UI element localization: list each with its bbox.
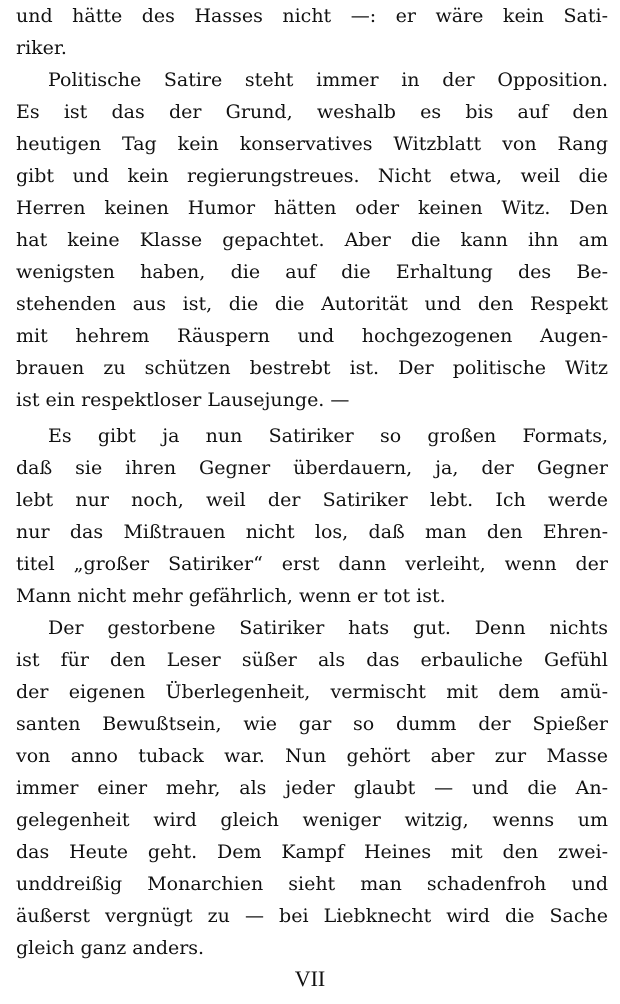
text-line: äußerst vergnügt zu — bei Liebknecht wird die Sache: [16, 905, 608, 927]
text-line: lebt nur noch, weil der Satiriker lebt. Ich werde: [16, 489, 608, 511]
paragraph-start-line: Der gestorbene Satiriker hats gut. Denn nichts: [48, 617, 608, 639]
text-line: das Heute geht. Dem Kampf Heines mit den zwei-: [16, 841, 608, 863]
text-line: nur das Mißtrauen nicht los, daß man den Ehren-: [16, 521, 608, 543]
text-line: heutigen Tag kein konservatives Witzblatt von Rang: [16, 133, 608, 155]
page-number: VII: [294, 966, 326, 991]
text-line: gibt und kein regierungstreues. Nicht etwa, weil die: [16, 165, 608, 187]
text-line: der eigenen Überlegenheit, vermischt mit dem amü-: [16, 681, 608, 703]
text-line: Es ist das der Grund, weshalb es bis auf den: [16, 101, 608, 123]
text-line: gleich ganz anders.: [16, 937, 205, 959]
text-line: brauen zu schützen bestrebt ist. Der politische Witz: [16, 357, 608, 379]
paragraph-start-line: Politische Satire steht immer in der Opposition.: [48, 69, 608, 91]
text-line: gelegenheit wird gleich weniger witzig, wenns um: [16, 809, 608, 831]
text-line: santen Bewußtsein, wie gar so dumm der Spießer: [16, 713, 608, 735]
text-line: mit hehrem Räuspern und hochgezogenen Augen-: [16, 325, 608, 347]
text-line: titel „großer Satiriker“ erst dann verleiht, wenn der: [16, 553, 608, 575]
text-line: immer einer mehr, als jeder glaubt — und die An-: [16, 777, 608, 799]
text-line: Herren keinen Humor hätten oder keinen Witz. Den: [16, 197, 608, 219]
text-line: hat keine Klasse gepachtet. Aber die kann ihn am: [16, 229, 608, 251]
text-line: Mann nicht mehr gefährlich, wenn er tot ist.: [16, 585, 446, 607]
text-line: stehenden aus ist, die die Autorität und den Respekt: [16, 293, 608, 315]
text-line: und hätte des Hasses nicht —: er wäre kein Sati-: [16, 5, 608, 27]
text-line: ist ein respektloser Lausejunge. —: [16, 389, 350, 411]
text-line: daß sie ihren Gegner überdauern, ja, der Gegner: [16, 457, 608, 479]
text-line: ist für den Leser süßer als das erbauliche Gefühl: [16, 649, 608, 671]
text-line: von anno tuback war. Nun gehört aber zur Masse: [16, 745, 608, 767]
text-line: wenigsten haben, die auf die Erhaltung des Be-: [16, 261, 608, 283]
paragraph-start-line: Es gibt ja nun Satiriker so großen Formats,: [48, 425, 608, 447]
text-line: riker.: [16, 37, 67, 59]
text-line: unddreißig Monarchien sieht man schadenfroh und: [16, 873, 608, 895]
